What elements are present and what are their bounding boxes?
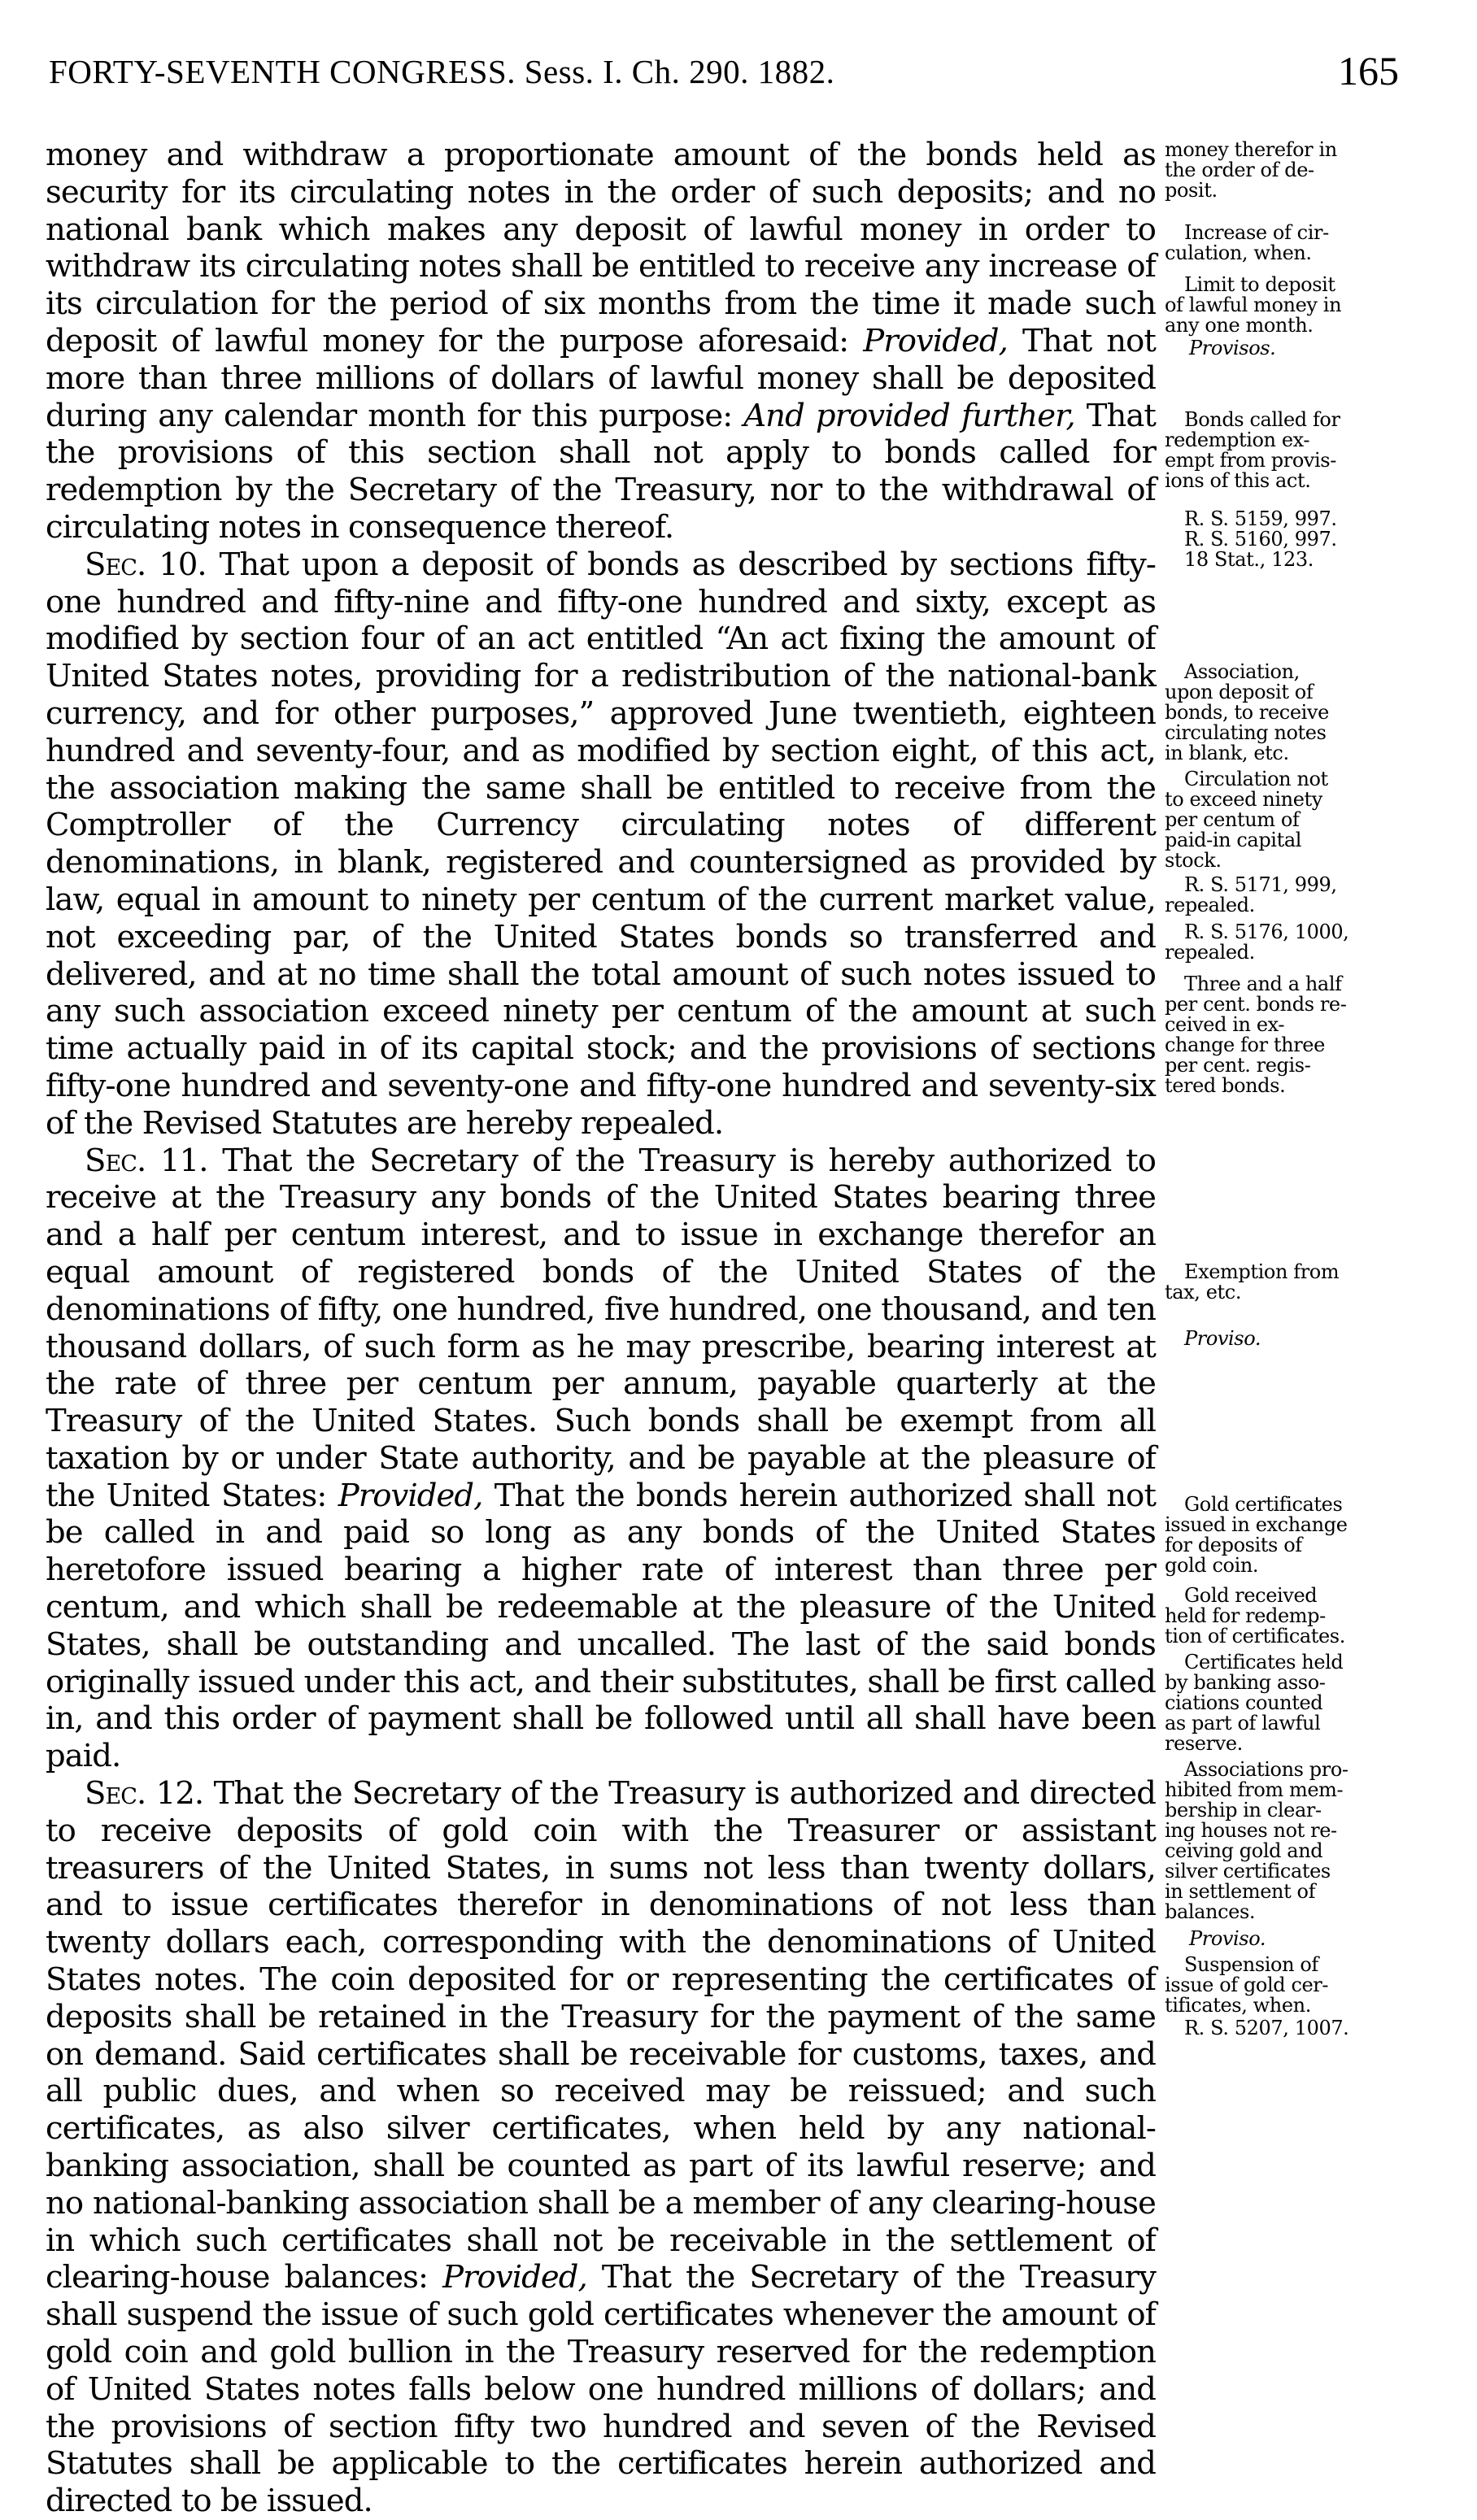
note-line: of lawful money in bbox=[1165, 294, 1342, 316]
note-line: Gold received bbox=[1184, 1584, 1318, 1607]
section-10 bbox=[46, 546, 1156, 1142]
margin-note bbox=[1165, 1262, 1409, 1303]
note-line: stock. bbox=[1165, 849, 1222, 872]
margin-note bbox=[1165, 1760, 1409, 1922]
note-line: ions of this act. bbox=[1165, 469, 1311, 492]
note-line: ing houses not re- bbox=[1165, 1819, 1337, 1842]
running-title: FORTY-SEVENTH CONGRESS. Sess. I. Ch. 290. 1882. bbox=[49, 53, 835, 90]
note-line: in blank, etc. bbox=[1165, 742, 1289, 764]
section-text: That upon a deposit of bonds as described by sections fifty-one hundred and fifty-nine and fifty-one hundred and sixty, except as modified by section four of an act entitled “An act fixing the amount of United States notes, providing for a redistribution of the national-bank currency, and for other purposes,” approved June twentieth, eighteen hundred and seventy-four, and as modified by section eight, of this act, the association making the same shall be entitled to receive from the Comptroller of the Currency circulating notes of different denominations, in blank, registered and countersigned as provided by law, equal in amount to ninety per centum of the current market value, not exceeding par, of the United States bonds so transferred and delivered, and at no time shall the total amount of such notes issued to any such association exceed ninety per centum of the amount at such time actually paid in of its capital stock; and the provisions of sections fifty-one hundred and seventy-one and fifty-one hundred and seventy-six of the Revised Statutes are hereby repealed. bbox=[46, 546, 1156, 1142]
proviso-word: Provided, bbox=[338, 1477, 483, 1514]
note-line: gold coin. bbox=[1165, 1554, 1259, 1577]
marginal-notes bbox=[1165, 137, 1415, 2251]
margin-note bbox=[1165, 140, 1409, 201]
section-label: Sec. 10. bbox=[85, 546, 207, 583]
note-line: ceiving gold and bbox=[1165, 1839, 1323, 1862]
note-line: circulating notes bbox=[1165, 721, 1327, 744]
section-label: Sec. 11. bbox=[85, 1142, 208, 1179]
paragraph-continuation bbox=[46, 137, 1156, 546]
note-line: tax, etc. bbox=[1165, 1281, 1242, 1304]
note-line: per cent. bonds re- bbox=[1165, 993, 1347, 1016]
note-line: in settlement of bbox=[1165, 1880, 1316, 1903]
note-line: empt from provis- bbox=[1165, 449, 1336, 472]
note-line: silver certificates bbox=[1165, 1860, 1331, 1882]
note-line: Associations pro- bbox=[1184, 1758, 1348, 1781]
note-line: issue of gold cer- bbox=[1165, 1974, 1329, 1996]
section-12 bbox=[46, 1775, 1156, 2520]
main-text-column bbox=[46, 137, 1156, 2520]
proviso-word: Provided, bbox=[442, 2259, 587, 2296]
note-line: tion of certificates. bbox=[1165, 1625, 1345, 1647]
note-line: Circulation not bbox=[1184, 768, 1328, 790]
note-line: bership in clear- bbox=[1165, 1799, 1322, 1821]
note-line: Suspension of bbox=[1184, 1953, 1318, 1976]
note-line: by banking asso- bbox=[1165, 1671, 1326, 1694]
note-line: Gold certificates bbox=[1184, 1493, 1343, 1516]
section-text: That the bonds herein authorized shall not be called in and paid so long as any bonds of the United States heretofore issued bearing a higher rate of interest than three per centum, and which shall be redeemable at the pleasure of the United States, shall be outstanding and uncalled. The last of the said bonds originally issued under this act, and their substitutes, shall be first called in, and this order of payment shall be followed until all shall have been paid. bbox=[46, 1477, 1157, 1775]
note-line: Proviso. bbox=[1184, 1327, 1261, 1350]
note-line: R. S. 5159, 997. bbox=[1184, 507, 1337, 530]
note-line: per centum of bbox=[1165, 808, 1300, 831]
margin-note bbox=[1165, 1329, 1409, 1349]
note-line: upon deposit of bbox=[1165, 681, 1314, 703]
note-line: to exceed ninety bbox=[1165, 788, 1322, 811]
paragraph-text: That not more than three millions of dollars of lawful money shall be deposited during any calendar month for this purpose: bbox=[46, 322, 1157, 434]
proviso-word: Provided, bbox=[863, 322, 1008, 359]
note-line: 18 Stat., 123. bbox=[1184, 548, 1314, 571]
margin-note bbox=[1165, 662, 1409, 764]
note-line: money therefor in bbox=[1165, 138, 1337, 161]
note-line: as part of lawful bbox=[1165, 1712, 1321, 1734]
note-line: bonds, to receive bbox=[1165, 701, 1329, 724]
margin-note bbox=[1165, 875, 1409, 916]
note-line: paid-in capital bbox=[1165, 829, 1302, 851]
note-line: hibited from mem- bbox=[1165, 1778, 1344, 1801]
note-line: Bonds called for bbox=[1184, 408, 1340, 431]
note-line: per cent. regis- bbox=[1165, 1054, 1311, 1077]
margin-note bbox=[1165, 922, 1409, 963]
note-line: culation, when. bbox=[1165, 242, 1312, 264]
note-line: tificates, when. bbox=[1165, 1994, 1311, 2017]
note-line: Limit to deposit bbox=[1184, 273, 1335, 296]
margin-note bbox=[1165, 2018, 1409, 2039]
note-line: tered bonds. bbox=[1165, 1074, 1286, 1097]
note-line: R. S. 5171, 999, bbox=[1184, 873, 1337, 896]
note-line: R. S. 5176, 1000, bbox=[1184, 921, 1349, 943]
margin-note bbox=[1165, 509, 1409, 570]
note-line: Proviso. bbox=[1189, 1927, 1266, 1950]
margin-note bbox=[1165, 1586, 1409, 1647]
note-line: for deposits of bbox=[1165, 1534, 1302, 1556]
margin-note bbox=[1165, 1495, 1409, 1576]
note-line: issued in exchange bbox=[1165, 1513, 1348, 1536]
note-line: Provisos. bbox=[1189, 337, 1276, 359]
margin-note bbox=[1165, 338, 1409, 359]
note-line: Certificates held bbox=[1184, 1651, 1344, 1673]
section-label: Sec. 12. bbox=[85, 1775, 204, 1813]
note-line: held for redemp- bbox=[1165, 1604, 1326, 1627]
margin-note bbox=[1165, 275, 1409, 336]
note-line: repealed. bbox=[1165, 941, 1255, 964]
note-line: any one month. bbox=[1165, 314, 1314, 337]
margin-note bbox=[1165, 410, 1409, 491]
note-line: reserve. bbox=[1165, 1732, 1243, 1755]
note-line: R. S. 5160, 997. bbox=[1184, 528, 1337, 551]
note-line: ceived in ex- bbox=[1165, 1013, 1285, 1036]
note-line: R. S. 5207, 1007. bbox=[1184, 2017, 1349, 2039]
margin-note bbox=[1165, 974, 1409, 1096]
note-line: Exemption from bbox=[1184, 1260, 1340, 1283]
section-11 bbox=[46, 1142, 1156, 1776]
section-text: That the Secretary of the Treasury is authorized and directed to receive deposits of gold coin with the Treasurer or assistant treasurers of the United States, in sums not less than twenty dollars, and to issue certificates therefor in denominations of not less than twenty dollars each, corresponding with the denominations of United States notes. The coin deposited for or representing the certificates of deposits shall be retained in the Treasury for the payment of the same on demand. Said certificates shall be receivable for customs, taxes, and all public dues, and when so received may be reissued; and such certificates, as also silver certificates, when held by any national-banking association, shall be counted as part of its lawful reserve; and no national-banking association shall be a member of any clearing-house in which such certificates shall not be receivable in the settlement of clearing-house balances: bbox=[46, 1775, 1156, 2296]
proviso-word: And provided further, bbox=[743, 397, 1075, 434]
margin-note bbox=[1165, 1929, 1409, 1949]
note-line: the order of de- bbox=[1165, 159, 1314, 181]
section-text: That the Secretary of the Treasury is hereby authorized to receive at the Treasury any bonds of the United States bearing three and a half per centum interest, and to issue in exchange therefor an equal amount of registered bonds of the United States of the denominations of fifty, one hundred, five hundred, one thousand, and ten thousand dollars, of such form as he may prescribe, bearing interest at the rate of three per centum per annum, payable quarterly at the Treasury of the United States. Such bonds shall be exempt from all taxation by or under State authority, and be payable at the pleasure of the United States: bbox=[46, 1142, 1156, 1514]
note-line: Increase of cir- bbox=[1184, 221, 1329, 244]
note-line: repealed. bbox=[1165, 894, 1255, 916]
section-text: That the Secretary of the Treasury shall suspend the issue of such gold certificates whenever the amount of gold coin and gold bullion in the Treasury reserved for the redemption of United States notes falls below one hundred millions of dollars; and the provisions of section fifty two hundred and seven of the Revised Statutes shall be applicable to the certificates herein authorized and directed to be issued. bbox=[46, 2259, 1156, 2520]
note-line: Association, bbox=[1184, 660, 1300, 683]
page-number: 165 bbox=[1338, 48, 1399, 94]
note-line: posit. bbox=[1165, 179, 1218, 202]
running-header bbox=[49, 47, 1399, 104]
note-line: balances. bbox=[1165, 1900, 1256, 1923]
margin-note bbox=[1165, 223, 1409, 263]
note-line: ciations counted bbox=[1165, 1691, 1323, 1714]
margin-note bbox=[1165, 1652, 1409, 1754]
margin-note bbox=[1165, 1955, 1409, 2016]
note-line: Three and a half bbox=[1184, 973, 1342, 995]
note-line: redemption ex- bbox=[1165, 429, 1310, 451]
margin-note bbox=[1165, 769, 1409, 871]
note-line: change for three bbox=[1165, 1034, 1325, 1056]
paragraph-text: That the provisions of this section shall not apply to bonds called for redemption by the Secretary of the Treasury, nor to the withdrawal of circulating notes in consequence thereof. bbox=[46, 397, 1157, 546]
paragraph-text: money and withdraw a proportionate amount of the bonds held as security for its circulating notes in the order of such deposits; and no national bank which makes any deposit of lawful money in order to withdraw its circulating notes shall be entitled to receive any increase of its circulation for the period of six months from the time it made such deposit of lawful money for the purpose aforesaid: bbox=[46, 137, 1156, 359]
